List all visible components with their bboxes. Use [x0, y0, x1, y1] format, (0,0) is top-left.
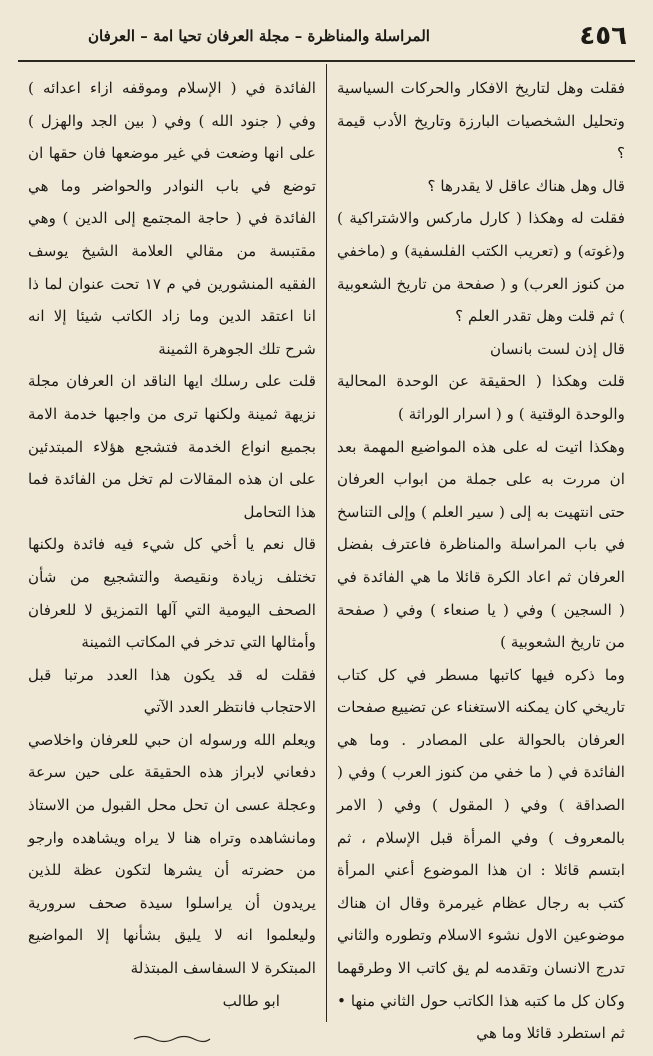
paragraph: قال إذن لست بانسان	[489, 339, 625, 358]
paragraph: قال وهل هناك عاقل لا يقدرها ؟	[427, 176, 625, 195]
paragraph: ويعلم الله ورسوله ان حبي للعرفان واخلاصي دفعاني لابراز هذه الحقيقة على حين سرعة وعجلة عسى ان تحل محل القبول من الاستاذ ومانشاهده وتراه هنا لا يراه ويشاهده وارجو من حضرته أن يشرها لتكون عظة للذين يريدون أن يراسلوا سيدة صحف سرورية وليعلموا انه لا يليق بشأنها إلا المواضيع المبتكرة لا السفاسف المبتذلة	[28, 730, 316, 978]
paragraph: فقلت له وهكذا ( كارل ماركس والاشتراكية ) و(غوته) و (تعريب الكتب الفلسفية) و (ماخفي من كنوز العرب) و ( صفحة من تاريخ الشعوبية ) ثم قلت وهل تقدر العلم ؟	[337, 209, 625, 326]
left-column	[18, 68, 326, 1008]
paragraph: الفائدة في ( الإسلام وموقفه ازاء اعدائه ) وفي ( جنود الله ) وفي ( بين الجد والهزل ) على انها وضعت في غير موضعها فان حقها ان توضع في باب النوادر والحواضر وما هي الفائدة في ( حاجة المجتمع إلى الدين ) وهي مقتبسة من مقالي العلامة الشيخ يوسف الفقيه المنشورين في م ١٧ تحت عنوان لما ذا انا اعتقد الدين وما زاد الكاتب شيئا إلا انه شرح تلك الجوهرة الثمينة	[28, 79, 316, 358]
paragraph: فقلت له قد يكون هذا العدد مرتبا قبل الاحتجاب فانتظر العدد الآتي	[28, 665, 316, 717]
paragraph: قال نعم يا أخي كل شيء فيه فائدة ولكنها تختلف زيادة ونقيصة والتشجيع من شأن الصحف اليومية التي آلها التمزيق لا للعرفان وأمثالها التي تدخر في المكاتب الثمينة	[28, 535, 316, 652]
two-column-body	[18, 68, 635, 1043]
end-ornament	[28, 1023, 316, 1056]
right-column	[327, 68, 635, 1043]
header-rule	[18, 60, 635, 62]
running-head: المراسلة والمناظرة – مجلة العرفان تحيا امة – العرفان	[88, 27, 430, 45]
paragraph: قلت على رسلك ايها الناقد ان العرفان مجلة نزيهة ثمينة ولكنها ترى من واجبها خدمة الامة بجميع انواع الخدمة فتشجع هؤلاء المبتدئين على ان هذه المقالات لم تخل من الفائدة فما هذا التحامل	[28, 372, 316, 521]
page-number: ٤٥٦	[579, 21, 627, 51]
column-divider	[326, 64, 327, 1022]
author-signature: ابو طالب	[222, 991, 280, 1010]
page-header	[18, 18, 635, 54]
paragraph: وهكذا اتيت له على هذه المواضيع المهمة بعد ان مررت به على جملة من ابواب العرفان حتى انتهيت به إلى ( سير العلم ) وإلى التناسخ في باب المراسلة والمناظرة فاعترف بفضل العرفان ثم اعاد الكرة قائلا ما هي الفائدة في ( السجين ) وفي ( يا صنعاء ) وفي ( صفحة من تاريخ الشعوبية )	[337, 437, 625, 652]
paragraph: وما ذكره فيها كاتبها مسطر في كل كتاب تاريخي كان يمكنه الاستغناء عن تضييع صفحات العرفان بالحوالة على المصادر . وما هي الفائدة في ( ما خفي من كنوز العرب ) وفي ( الصداقة ) وفي ( المقول ) وفي ( الامر بالمعروف ) وفي المرأة قبل الإسلام ، ثم ابتسم قائلا : ان هذا الموضوع أعني المرأة كتب به رجال عظام غيرمرة وقال ان هناك موضوعين الاول نشوء الاسلام وتطوره والثاني تدرج الانسان وتقدمه لم يق كاتب الا وطرقهما وكان كل ما كتبه هذا الكاتب حول الثاني منها • ثم استطرد قائلا وما هي	[337, 665, 625, 1043]
paragraph: قلت وهكذا ( الحقيقة عن الوحدة المحالية والوحدة الوقتية ) و ( اسرار الوراثة )	[337, 372, 625, 423]
paragraph: فقلت وهل لتاريخ الافكار والحركات السياسية وتحليل الشخصيات البارزة وتاريخ الأدب قيمة ؟	[337, 79, 625, 163]
